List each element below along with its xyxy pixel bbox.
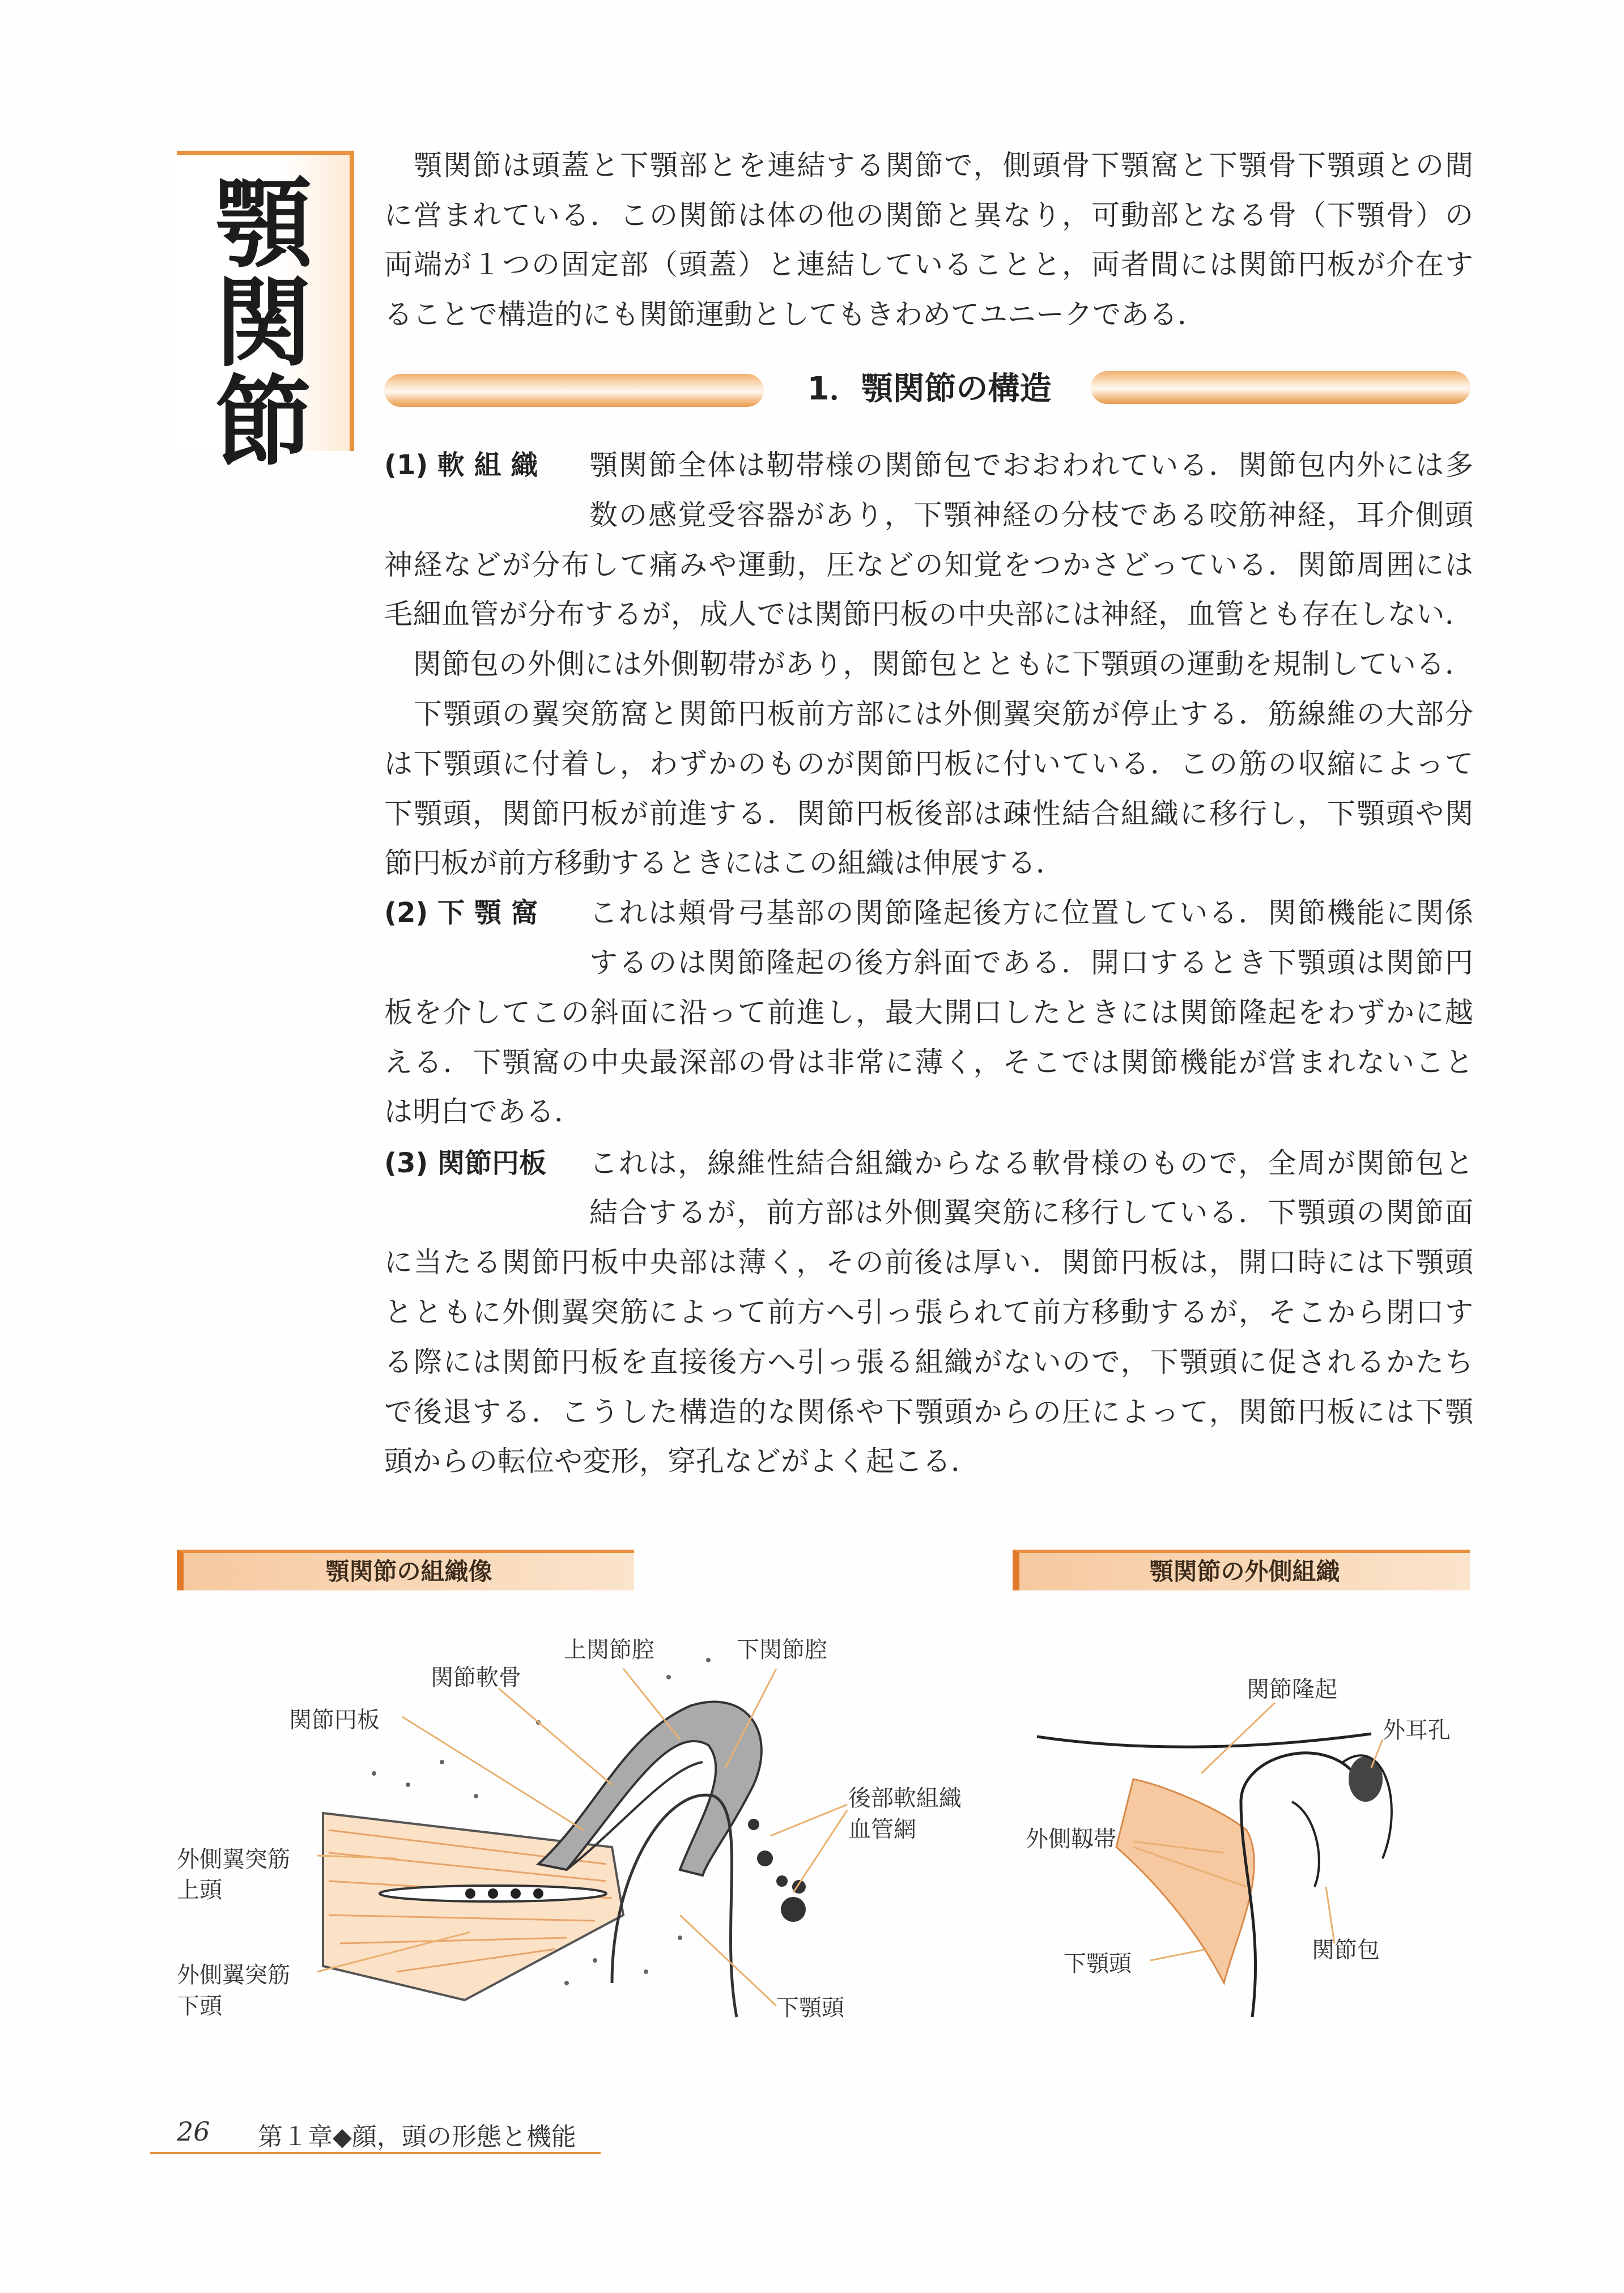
- body-line: は下顎頭に付着し，わずかのものが関節円板に付いている．この筋の収縮によって: [384, 747, 1473, 780]
- intro-line: 両端が１つの固定部（頭蓋）と連結していることと，両者間には関節円板が介在す: [384, 248, 1473, 281]
- figure-label: 外側靱帯: [1026, 1826, 1116, 1852]
- figure-label: 関節円板: [289, 1707, 380, 1733]
- figure-label: 下顎頭: [776, 1995, 844, 2021]
- body-line: 顎関節全体は靭帯様の関節包でおおわれている．関節包内外には多: [589, 449, 1473, 482]
- figure-label: 関節包: [1312, 1937, 1380, 1963]
- figure-label: 関節軟骨: [431, 1665, 521, 1691]
- chapter-title-char: 顎: [215, 167, 312, 281]
- figure-label: 血管網: [848, 1816, 916, 1843]
- body-line: 節円板が前方移動するときにはこの組織は伸展する．: [384, 846, 1064, 879]
- figure-caption: 顎関節の組織像: [177, 1550, 634, 1590]
- body-line: 頭からの転位や変形，穿孔などがよく起こる．: [384, 1445, 979, 1478]
- figure-label: 下頭: [177, 1993, 222, 2019]
- figure-label: 外側翼突筋: [177, 1962, 290, 1988]
- body-line: するのは関節隆起の後方斜面である．開口するとき下顎頭は関節円: [589, 946, 1473, 979]
- subsection-label: (3) 関節円板: [384, 1147, 546, 1179]
- body-line: 板を介してこの斜面に沿って前進し，最大開口したときには関節隆起をわずかに越: [384, 996, 1473, 1029]
- chapter-title-char: 節: [215, 365, 312, 479]
- body-line: 毛細血管が分布するが，成人では関節円板の中央部には神経，血管とも存在しない．: [384, 598, 1473, 631]
- figure-label: 上関節腔: [564, 1637, 654, 1663]
- figure-label: 関節隆起: [1247, 1677, 1337, 1703]
- body-line: 神経などが分布して痛みや運動，圧などの知覚をつかさどっている．関節周囲には: [384, 548, 1473, 581]
- chapter-title-char: 関: [215, 266, 312, 380]
- figure-caption: 顎関節の外側組織: [1013, 1550, 1470, 1590]
- figure-label: 後部軟組織: [848, 1785, 962, 1811]
- figure-label: 上頭: [177, 1877, 222, 1903]
- intro-line: 顎関節は頭蓋と下顎部とを連結する関節で，側頭骨下顎窩と下顎骨下顎頭との間: [384, 149, 1473, 182]
- body-line: える．下顎窩の中央最深部の骨は非常に薄く，そこでは関節機能が営まれないこと: [384, 1046, 1473, 1079]
- body-line: 関節包の外側には外側靭帯があり，関節包とともに下顎頭の運動を規制している．: [384, 648, 1473, 680]
- intro-line: ることで構造的にも関節運動としてもきわめてユニークである．: [384, 298, 1206, 331]
- body-line: る際には関節円板を直接後方へ引っ張る組織がないので，下顎頭に促されるかたち: [384, 1346, 1473, 1379]
- body-line: とともに外側翼突筋によって前方へ引っ張られて前方移動するが，そこから閉口す: [384, 1296, 1473, 1329]
- subsection-label: (2) 下 顎 窩: [384, 897, 538, 929]
- body-line: に当たる関節円板中央部は薄く，その前後は厚い．関節円板は，開口時には下顎頭: [384, 1246, 1473, 1279]
- running-footer: 第１章◆顔，頭の形態と機能: [258, 2122, 576, 2151]
- figure-label: 外耳孔: [1383, 1717, 1451, 1743]
- body-line: これは，線維性結合組織からなる軟骨様のもので，全周が関節包と: [589, 1147, 1473, 1180]
- tmj-histology-illustration: [317, 1658, 847, 2017]
- page-number: 26: [177, 2116, 210, 2147]
- body-line: これは頬骨弓基部の関節隆起後方に位置している．関節機能に関係: [589, 896, 1473, 929]
- figure-label: 下関節腔: [737, 1637, 827, 1663]
- section-title: 1．顎関節の構造: [807, 371, 1052, 407]
- body-line: 結合するが，前方部は外側翼突筋に移行している．下顎頭の関節面: [589, 1196, 1473, 1229]
- intro-line: に営まれている．この関節は体の他の関節と異なり，可動部となる骨（下顎骨）の: [384, 199, 1473, 232]
- body-line: は明白である．: [384, 1095, 583, 1128]
- subsection-label: (1) 軟 組 織: [384, 449, 538, 481]
- body-line: で後退する．こうした構造的な関係や下顎頭からの圧によって，関節円板には下顎: [384, 1396, 1473, 1428]
- body-line: 下顎頭，関節円板が前進する．関節円板後部は疎性結合組織に移行し，下顎頭や関: [384, 797, 1473, 830]
- figure-label: 下顎頭: [1064, 1951, 1132, 1977]
- body-line: 数の感覚受容器があり，下顎神経の分枝である咬筋神経，耳介側頭: [589, 499, 1473, 531]
- figure-label: 外側翼突筋: [177, 1847, 290, 1873]
- body-line: 下顎頭の翼突筋窩と関節円板前方部には外側翼突筋が停止する．筋線維の大部分: [384, 697, 1473, 730]
